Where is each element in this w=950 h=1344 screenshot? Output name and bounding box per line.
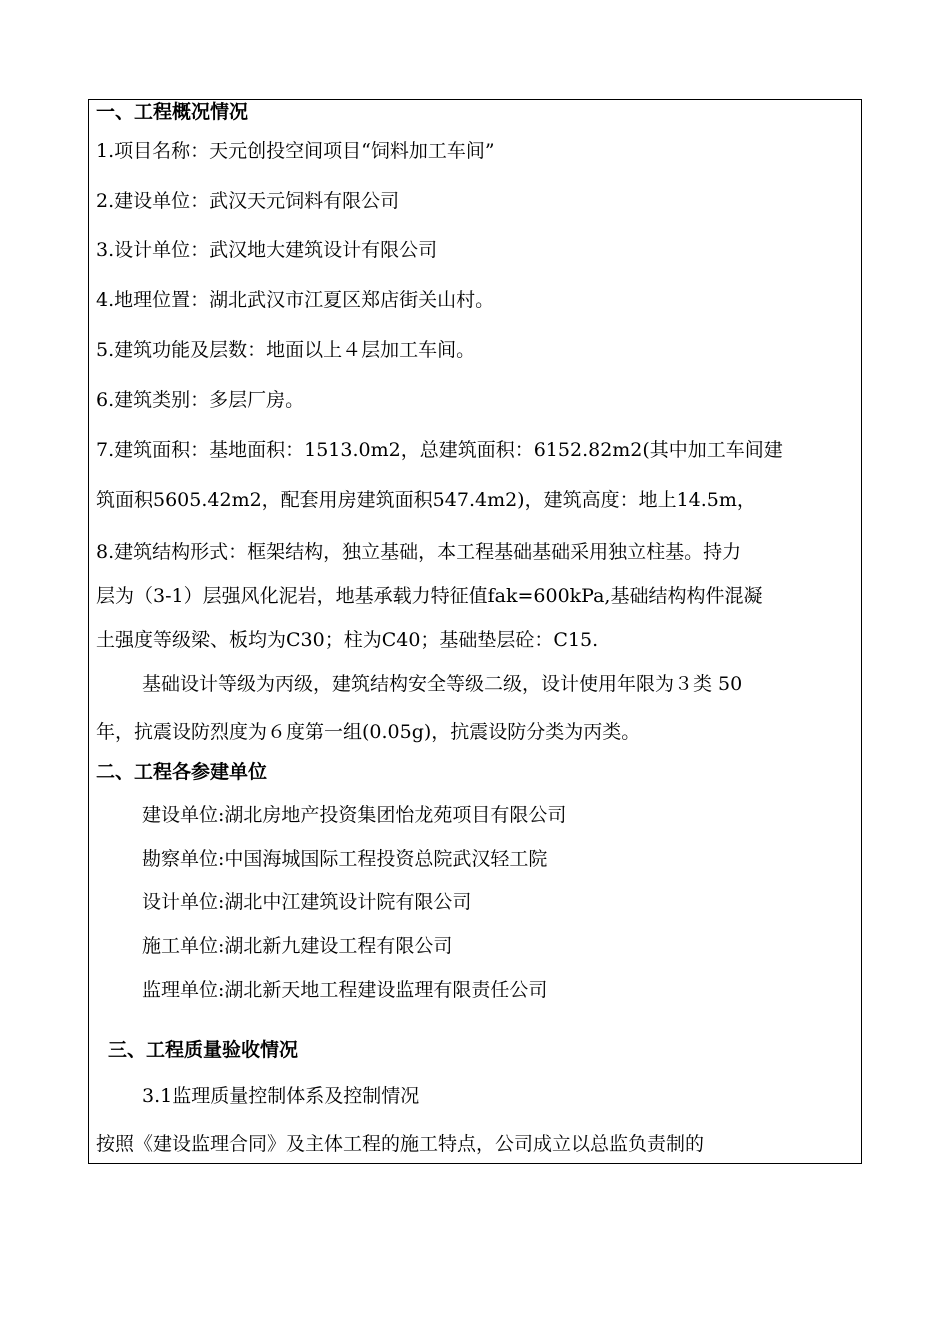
building-category-line: 6.建筑类别：多层厂房。: [96, 389, 305, 411]
location-line: 4.地理位置：湖北武汉市江夏区郑店街关山村。: [96, 289, 495, 311]
participant-design: 设计单位:湖北中江建筑设计院有限公司: [142, 891, 472, 913]
quality-paragraph: 按照《建设监理合同》及主体工程的施工特点，公司成立以总监负责制的: [96, 1133, 705, 1155]
owner-unit-line: 2.建设单位：武汉天元饲料有限公司: [96, 190, 400, 212]
quality-subheading: 3.1监理质量控制体系及控制情况: [142, 1085, 420, 1107]
section-heading-quality: 三、工程质量验收情况: [108, 1039, 299, 1061]
participant-survey: 勘察单位:中国海城国际工程投资总院武汉轻工院: [142, 848, 548, 870]
structure-line-2: 层为（3-1）层强风化泥岩，地基承载力特征值fak=600kPa,基础结构构件混凝: [96, 585, 763, 607]
participant-supervision: 监理单位:湖北新天地工程建设监理有限责任公司: [142, 979, 548, 1001]
participant-owner: 建设单位:湖北房地产投资集团怡龙苑项目有限公司: [142, 804, 567, 826]
design-unit-line: 3.设计单位：武汉地大建筑设计有限公司: [96, 239, 438, 261]
participant-construction: 施工单位:湖北新九建设工程有限公司: [142, 935, 453, 957]
structure-line-3: 土强度等级梁、板均为C30；柱为C40；基础垫层砼：C15.: [96, 629, 599, 651]
building-area-line-1: 7.建筑面积：基地面积：1513.0m2，总建筑面积：6152.82m2(其中加工车间建: [96, 439, 783, 461]
section-heading-overview: 一、工程概况情况: [96, 101, 249, 123]
building-area-line-2: 筑面积5605.42m2，配套用房建筑面积547.4m2)，建筑高度：地上14.5m，: [96, 489, 756, 511]
section-heading-participants: 二、工程各参建单位: [96, 761, 268, 783]
project-name-line: 1.项目名称：天元创投空间项目“饲料加工车间”: [96, 140, 495, 162]
structure-line-1: 8.建筑结构形式：框架结构，独立基础，本工程基础基础采用独立柱基。持力: [96, 541, 742, 563]
design-grade-line-1: 基础设计等级为丙级，建筑结构安全等级二级，设计使用年限为３类 50: [142, 673, 743, 695]
design-grade-line-2: 年，抗震设防烈度为６度第一组(0.05g)，抗震设防分类为丙类。: [96, 721, 641, 743]
function-floors-line: 5.建筑功能及层数：地面以上４层加工车间。: [96, 339, 476, 361]
